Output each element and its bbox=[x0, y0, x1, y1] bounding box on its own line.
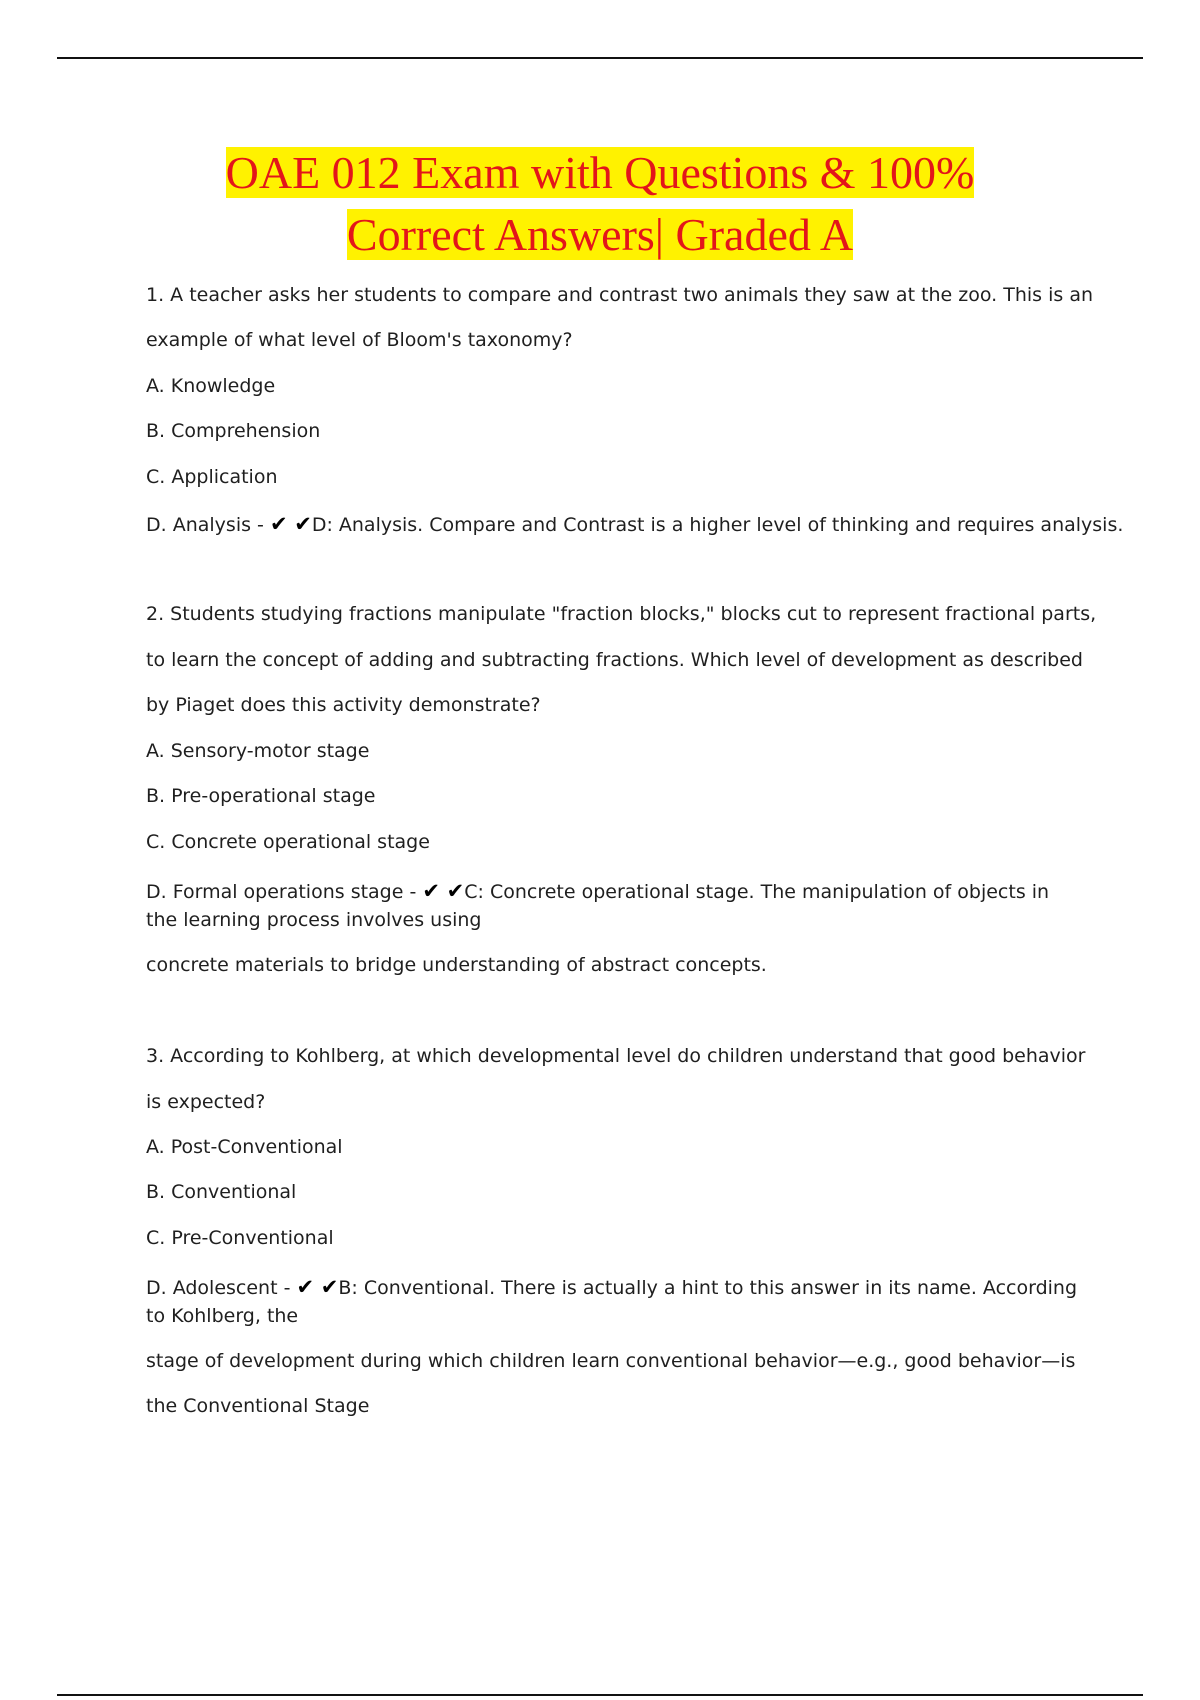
bottom-rule bbox=[57, 1694, 1143, 1696]
q3-answer-continued-2: the Conventional Stage bbox=[146, 1395, 370, 1417]
q1-option-d-label: D. Analysis - bbox=[146, 514, 270, 536]
title-line-2: Correct Answers| Graded A bbox=[346, 209, 854, 260]
title-line-1: OAE 012 Exam with Questions & 100% bbox=[225, 147, 975, 198]
q2-answer: C: Concrete operational stage. The manipulation of objects in the learning process involves using bbox=[146, 881, 1050, 931]
q2-stem-line-3: by Piaget does this activity demonstrate? bbox=[146, 694, 541, 716]
q2-stem-line-2: to learn the concept of adding and subtracting fractions. Which level of development as described bbox=[146, 649, 1083, 671]
q1-option-c: C. Application bbox=[146, 466, 278, 488]
q3-option-b: B. Conventional bbox=[146, 1181, 297, 1203]
q3-option-c: C. Pre-Conventional bbox=[146, 1227, 334, 1249]
q2-option-d-label: D. Formal operations stage - bbox=[146, 881, 423, 903]
q2-stem-line-1: 2. Students studying fractions manipulate "fraction blocks," blocks cut to represent fractional parts, bbox=[146, 603, 1097, 625]
q1-option-a: A. Knowledge bbox=[146, 375, 276, 397]
q3-answer-continued-1: stage of development during which children learn conventional behavior—e.g., good behavior—is bbox=[146, 1350, 1076, 1372]
q3-answer: B: Conventional. There is actually a hint to this answer in its name. According to Kohlberg, the bbox=[146, 1277, 1078, 1327]
check-icon: ✔ ✔ bbox=[296, 1275, 339, 1299]
q2-option-a: A. Sensory-motor stage bbox=[146, 740, 370, 762]
q2-option-b: B. Pre-operational stage bbox=[146, 785, 376, 807]
q3-option-d-label: D. Adolescent - bbox=[146, 1277, 297, 1299]
check-icon: ✔ ✔ bbox=[269, 512, 312, 536]
q2-option-d bbox=[146, 877, 1086, 934]
q3-option-d bbox=[146, 1273, 1086, 1330]
q3-stem-line-1: 3. According to Kohlberg, at which developmental level do children understand that good behavior bbox=[146, 1045, 1086, 1067]
top-rule bbox=[57, 57, 1143, 59]
q3-option-a: A. Post-Conventional bbox=[146, 1136, 343, 1158]
check-icon: ✔ ✔ bbox=[422, 879, 465, 903]
q2-option-c: C. Concrete operational stage bbox=[146, 831, 430, 853]
q2-answer-continued: concrete materials to bridge understanding of abstract concepts. bbox=[146, 954, 767, 976]
q1-option-d bbox=[146, 512, 1123, 536]
q1-option-b: B. Comprehension bbox=[146, 420, 321, 442]
q1-stem-line-1: 1. A teacher asks her students to compare and contrast two animals they saw at the zoo. This is an bbox=[146, 284, 1094, 306]
q1-stem-line-2: example of what level of Bloom's taxonomy? bbox=[146, 329, 573, 351]
q1-answer: D: Analysis. Compare and Contrast is a higher level of thinking and requires analysis. bbox=[311, 514, 1124, 536]
document-title bbox=[0, 142, 1200, 266]
q3-stem-line-2: is expected? bbox=[146, 1091, 266, 1113]
